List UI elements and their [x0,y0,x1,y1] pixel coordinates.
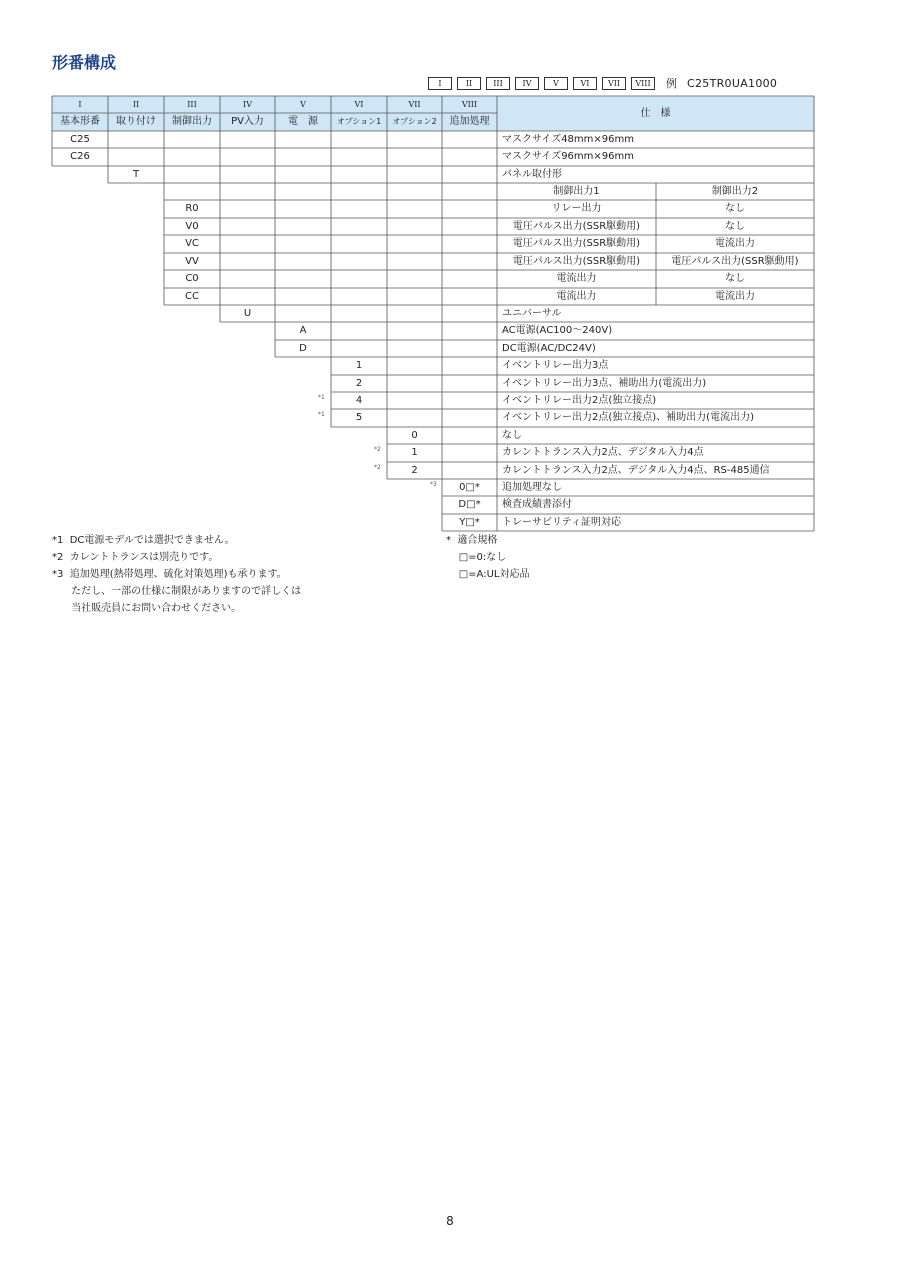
standard-note-title: * 適合規格 [446,535,498,546]
spec-u: ユニバーサル [502,308,562,319]
pattern-box-2: II [457,77,481,90]
code-d: D [299,343,307,354]
footnotes-left [52,532,301,617]
header-spec: 仕 様 [640,108,671,119]
out1-cc: 電流出力 [556,291,597,302]
code-r0: R0 [185,203,199,214]
header-numeral-2: II [132,100,140,109]
out2-v0: なし [725,221,745,232]
footnote-2: *2 カレントトランスは別売りです。 [52,552,219,563]
spec-c25: マスクサイズ48mm×96mm [502,134,634,145]
header-label-option2: オプション2 [392,117,437,126]
code-option1-2: 2 [355,378,363,389]
header-numeral-3: III [187,100,197,109]
out1-vc: 電圧パルス出力(SSR駆動用) [512,238,641,249]
header-label-pv: PV入力 [231,116,264,127]
footnote-1: *1 DC電源モデルでは選択できません。 [52,535,235,546]
spec-option2-1: カレントトランス入力2点、デジタル入力4点 [502,447,704,458]
header-numeral-8: VIII [461,100,478,109]
spec-a: AC電源(AC100〜240V) [502,325,613,336]
footnote-mark-2a: *2 [374,446,381,453]
header-numeral-5: V [300,100,306,109]
out2-vc: 電流出力 [715,238,755,249]
spec-extra-y: トレーサビリティ証明対応 [502,517,621,528]
code-cc: CC [185,291,199,302]
code-vc: VC [185,238,199,249]
spec-option2-0: なし [502,430,522,441]
code-extra-d: D□* [458,499,481,510]
standard-note-ul: □=A:UL対応品 [446,569,530,580]
spec-option1-1: イベントリレー出力3点 [502,360,609,371]
out2-c0: なし [725,273,745,284]
header-numeral-7: VII [408,100,421,109]
example-code: C25TR0UA1000 [687,76,778,90]
code-option2-2: 2 [411,465,418,476]
code-c26: C26 [70,151,90,162]
header-numeral-4: IV [243,100,252,109]
code-option1-1: 1 [355,360,363,371]
pattern-box-8: VIII [631,77,655,90]
header-label-option1: オプション1 [336,117,382,126]
header-label-base: 基本形番 [60,116,100,127]
header-label-extra: 追加処理 [449,116,490,127]
code-c25: C25 [70,134,90,145]
pattern-box-3: III [486,77,510,90]
header-label-control: 制御出力 [172,116,212,127]
code-t: T [132,169,140,180]
pattern-box-1: I [428,77,452,90]
spec-option2-2: カレントトランス入力2点、デジタル入力4点、RS-485通信 [502,465,770,476]
code-option2-0: 0 [411,430,418,441]
footnote-3-cont-2: 当社販売員にお問い合わせください。 [52,603,242,614]
code-c0: C0 [185,273,199,284]
footnotes-right [446,532,529,583]
code-option1-4: 4 [355,395,363,406]
pattern-box-4: IV [515,77,539,90]
footnote-mark-2b: *2 [374,464,381,471]
spec-option1-4: イベントリレー出力2点(独立接点) [502,395,657,406]
out2-vv: 電圧パルス出力(SSR駆動用) [671,256,799,267]
code-extra-y: Y□* [459,517,480,528]
footnote-mark-1a: *1 [318,394,325,401]
control-output-2-header: 制御出力2 [711,186,759,197]
code-vv: VV [185,256,199,267]
page-title: 形番構成 [52,53,117,72]
code-u: U [243,308,252,319]
code-option1-5: 5 [355,412,363,423]
pattern-box-7: VII [602,77,626,90]
out2-cc: 電流出力 [715,291,755,302]
standard-note-none: □=0:なし [446,552,507,563]
out1-vv: 電圧パルス出力(SSR駆動用) [512,256,641,267]
code-extra-0: 0□* [459,482,480,493]
spec-option1-2: イベントリレー出力3点、補助出力(電流出力) [502,378,707,389]
out1-c0: 電流出力 [556,273,597,284]
header-label-power: 電 源 [288,116,318,127]
spec-d: DC電源(AC/DC24V) [502,343,596,354]
footnote-mark-1b: *1 [318,411,325,418]
out1-v0: 電圧パルス出力(SSR駆動用) [512,221,641,232]
header-numeral-1: I [78,100,82,109]
control-output-1-header: 制御出力1 [553,186,600,197]
page-number: 8 [446,1214,454,1228]
out1-r0: リレー出力 [551,203,602,214]
spec-t: パネル取付形 [502,169,562,180]
code-a: A [299,325,307,336]
spec-c26: マスクサイズ96mm×96mm [502,151,634,162]
footnote-mark-3: *3 [430,481,437,488]
spec-option1-5: イベントリレー出力2点(独立接点)、補助出力(電流出力) [502,412,754,423]
out2-r0: なし [725,203,745,214]
header-numeral-6: VI [354,100,364,109]
footnote-3-cont-1: ただし、一部の仕様に制限がありますので詳しくは [52,586,302,597]
header-label-mount: 取り付け [116,116,156,127]
footnote-3: *3 追加処理(熱帯処理、硫化対策処理)も承ります。 [52,569,287,580]
pattern-box-5: V [544,77,568,90]
example-label: 例 [666,77,677,90]
pattern-box-6: VI [573,77,597,90]
code-option2-1: 1 [411,447,418,458]
spec-extra-d: 検査成績書添付 [502,499,572,510]
code-v0: V0 [185,221,199,232]
spec-extra-0: 追加処理なし [502,482,562,493]
